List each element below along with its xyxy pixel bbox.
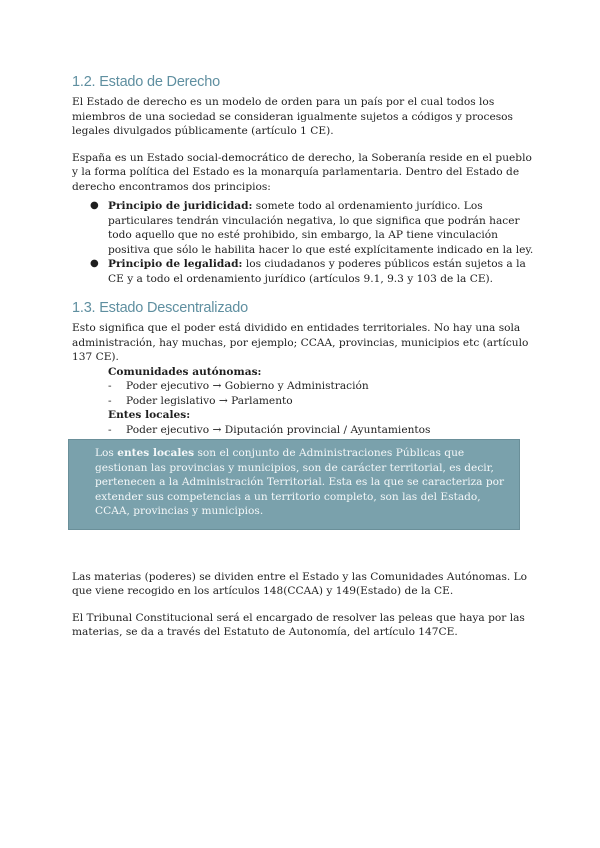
list-item	[108, 379, 534, 394]
comunidades-list	[72, 379, 534, 408]
callout-text	[95, 446, 513, 519]
callout-body: son el conjunto de Administraciones Públicas que gestionan las provincias y municipios, son de carácter territorial, es decir, pertenecen a la Administración Territorial. Esta es la que se caracteriza por extender sus competencias a un territorio completo, son las del Estado, CCAA, provincias y municipios.	[95, 447, 505, 517]
entes-title: Entes locales:	[108, 409, 191, 421]
list-item	[90, 257, 534, 286]
entes-section	[108, 408, 534, 423]
list-item-text: Poder ejecutivo → Gobierno y Administración	[126, 380, 369, 392]
bullet-icon: ●	[90, 200, 99, 211]
paragraph-espana-estado: España es un Estado social-democrático de derecho, la Soberanía reside en el pueblo y la forma política del Estado es la monarquía parlamentaria. Dentro del Estado de derecho encontramos dos principios:	[72, 151, 532, 193]
list-item	[108, 423, 534, 438]
principle-text: somete todo al ordenamiento jurídico. Los particulares tendrán vinculación negativa, lo que significa que podrán hacer todo aquello que no esté prohibido, sin embargo, la AP tiene vinculación positiva que sólo le habilita hacer lo que esté explícitamente indicado en la ley.	[108, 200, 534, 256]
heading-estado-derecho: 1.2. Estado de Derecho	[72, 74, 220, 90]
list-item-text: Poder legislativo → Parlamento	[126, 394, 293, 407]
paragraph-descentralizado: Esto significa que el poder está dividido en entidades territoriales. No hay una sola administración, hay muchas, por ejemplo; CCAA, provincias, municipios etc (artículo 137 CE).	[72, 322, 529, 363]
principles-list	[72, 199, 534, 286]
paragraph-tribunal: El Tribunal Constitucional será el encargado de resolver las peleas que haya por las materias, se da a través del Estatuto de Autonomía, del artículo 147CE.	[72, 611, 525, 638]
dash-icon: -	[108, 423, 112, 436]
list-item	[108, 394, 534, 409]
dash-icon: -	[108, 380, 112, 392]
heading-estado-descentralizado: 1.3. Estado Descentralizado	[72, 300, 248, 316]
callout-bold: entes locales	[117, 447, 195, 459]
principle-title: Principio de juridicidad:	[108, 200, 253, 212]
entes-locales-callout	[68, 439, 520, 530]
comunidades-title: Comunidades autónomas:	[108, 365, 262, 378]
list-item	[90, 199, 534, 257]
paragraph-estado-derecho-def: El Estado de derecho es un modelo de orden para un país por el cual todos los miembros de una sociedad se consideran igualmente sujetos a códigos y procesos legales divulgados públicamente (artículo 1 CE).	[72, 96, 513, 137]
callout-prefix: Los	[95, 447, 118, 459]
paragraph-materias: Las materias (poderes) se dividen entre el Estado y las Comunidades Autónomas. Lo que viene recogido en los artículos 148(CCAA) y 149(Estado) de la CE.	[72, 570, 528, 597]
entes-list	[72, 423, 534, 438]
principle-text: los ciudadanos y poderes públicos están sujetos a la CE y a todo el ordenamiento jurídico (artículos 9.1, 9.3 y 103 de la CE).	[108, 258, 526, 285]
bullet-icon: ●	[90, 258, 99, 269]
dash-icon: -	[108, 394, 112, 407]
list-item-text: Poder ejecutivo → Diputación provincial / Ayuntamientos	[126, 423, 431, 436]
comunidades-section	[108, 365, 534, 380]
principle-title: Principio de legalidad:	[108, 258, 243, 270]
document-page	[72, 74, 534, 640]
